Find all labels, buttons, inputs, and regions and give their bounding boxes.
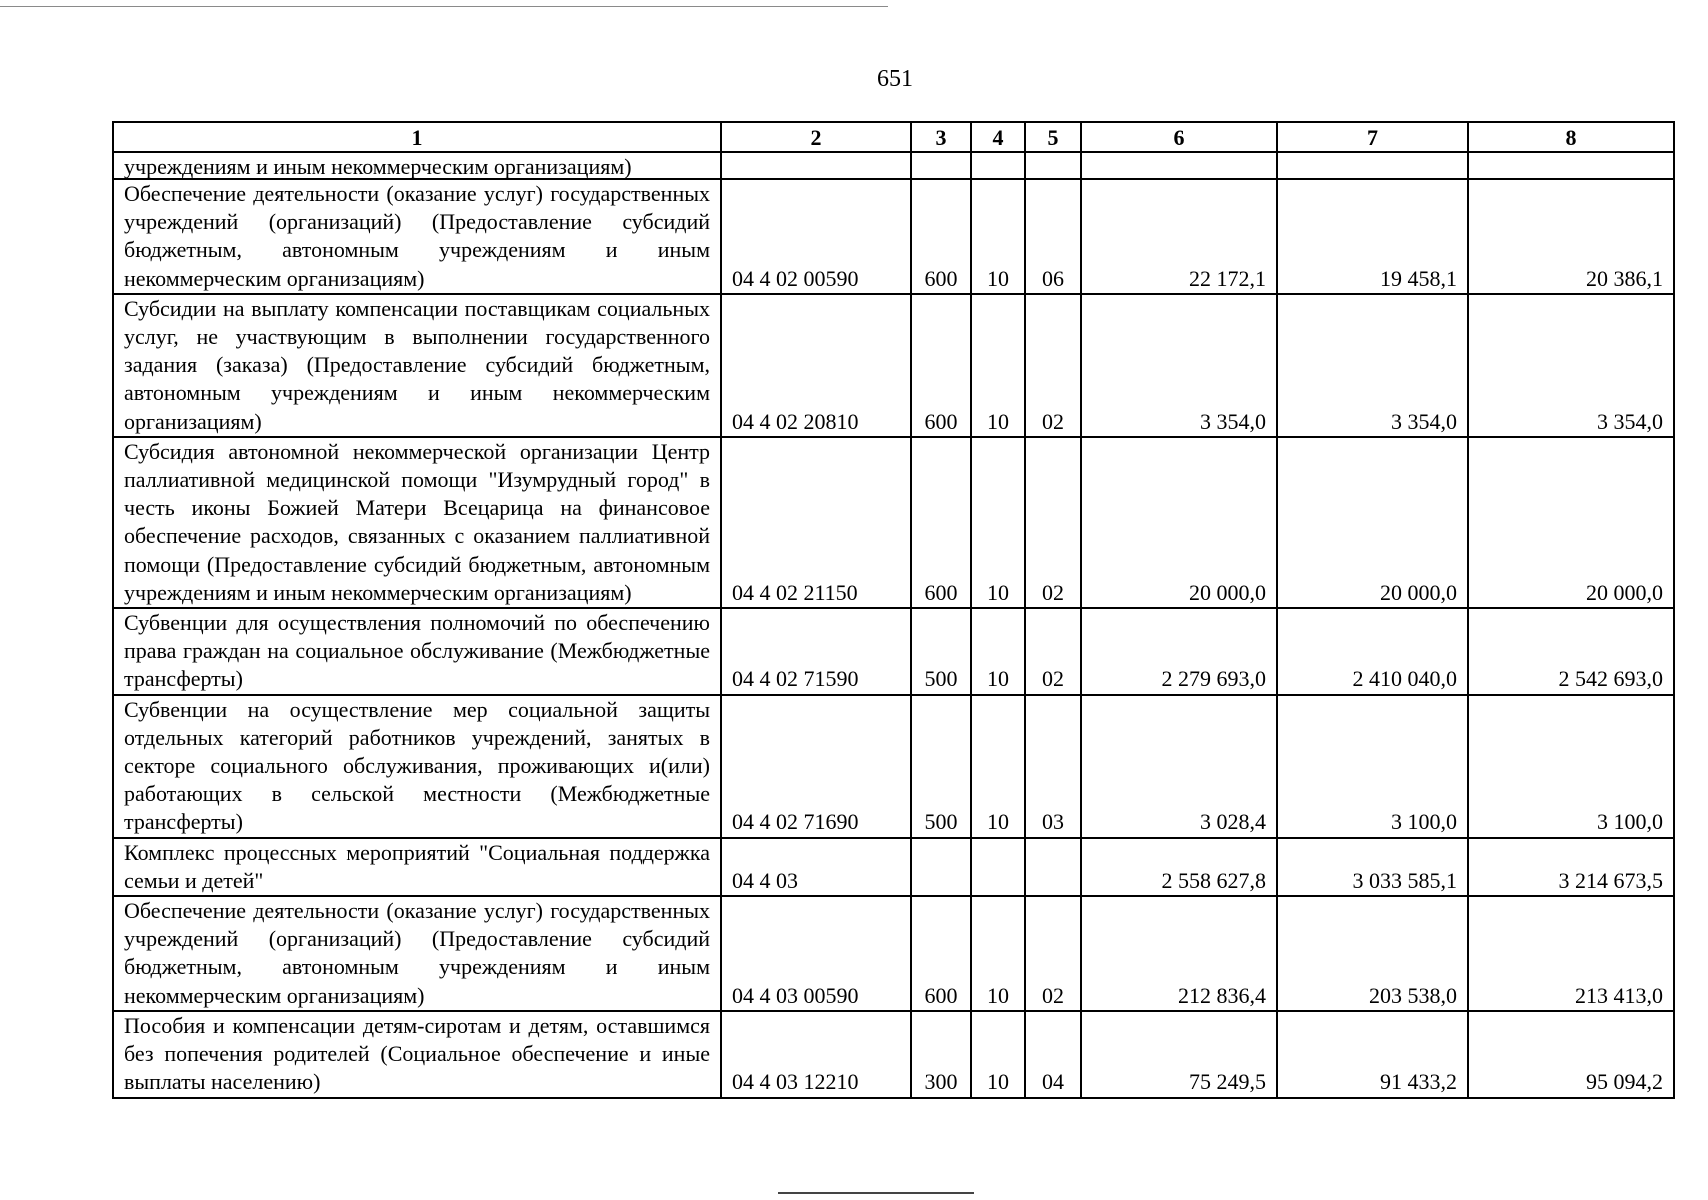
row-year-3: 213 413,0: [1468, 896, 1674, 1011]
row-year-3: 3 354,0: [1468, 294, 1674, 437]
table-row: [113, 179, 1674, 294]
row-year-1: 22 172,1: [1081, 179, 1277, 294]
row-vr: [911, 838, 971, 896]
row-pr: 02: [1025, 294, 1081, 437]
row-name: Субсидии на выплату компенсации поставщикам социальных услуг, не участвующим в выполнении государственного задания (заказа) (Предоставление субсидий бюджетным, автономным учреждениям и иным некоммерческим организациям): [113, 294, 721, 437]
row-vr: 600: [911, 896, 971, 1011]
row-pr: 04: [1025, 1011, 1081, 1098]
row-vr: [911, 152, 971, 179]
row-year-2: 3 354,0: [1277, 294, 1468, 437]
row-vr: 600: [911, 294, 971, 437]
budget-table: [112, 121, 1675, 1099]
row-year-1: [1081, 152, 1277, 179]
row-year-2: 203 538,0: [1277, 896, 1468, 1011]
row-name: учреждениям и иным некоммерческим организациям): [113, 152, 721, 179]
row-year-2: 20 000,0: [1277, 437, 1468, 608]
row-rz: [971, 838, 1025, 896]
row-vr: 600: [911, 437, 971, 608]
row-pr: 02: [1025, 608, 1081, 695]
table-row: [113, 437, 1674, 608]
row-year-3: 3 100,0: [1468, 695, 1674, 838]
row-code: 04 4 03 12210: [721, 1011, 911, 1098]
header-col-6: 6: [1081, 122, 1277, 152]
row-year-3: 3 214 673,5: [1468, 838, 1674, 896]
top-rule: [0, 6, 888, 7]
row-code: 04 4 02 71590: [721, 608, 911, 695]
table-row: [113, 294, 1674, 437]
row-name: Обеспечение деятельности (оказание услуг) государственных учреждений (организаций) (Предоставление субсидий бюджетным, автономным учреждениям и иным некоммерческим организациям): [113, 179, 721, 294]
row-code: 04 4 03 00590: [721, 896, 911, 1011]
row-year-3: [1468, 152, 1674, 179]
page-number: 651: [877, 66, 913, 92]
row-year-3: 2 542 693,0: [1468, 608, 1674, 695]
row-code: [721, 152, 911, 179]
row-code: 04 4 02 00590: [721, 179, 911, 294]
header-col-2: 2: [721, 122, 911, 152]
row-name: Субвенции для осуществления полномочий по обеспечению права граждан на социальное обслуживание (Межбюджетные трансферты): [113, 608, 721, 695]
table-row: [113, 152, 1674, 179]
row-year-1: 3 354,0: [1081, 294, 1277, 437]
row-vr: 300: [911, 1011, 971, 1098]
row-year-3: 20 386,1: [1468, 179, 1674, 294]
header-col-5: 5: [1025, 122, 1081, 152]
row-year-1: 20 000,0: [1081, 437, 1277, 608]
table-row: [113, 896, 1674, 1011]
table-row: [113, 695, 1674, 838]
header-col-4: 4: [971, 122, 1025, 152]
row-vr: 500: [911, 608, 971, 695]
row-rz: 10: [971, 294, 1025, 437]
row-year-3: 20 000,0: [1468, 437, 1674, 608]
row-year-1: 75 249,5: [1081, 1011, 1277, 1098]
row-year-2: 91 433,2: [1277, 1011, 1468, 1098]
table-row: [113, 608, 1674, 695]
row-name: Субсидия автономной некоммерческой организации Центр паллиативной медицинской помощи "Изумрудный город" в честь иконы Божией Матери Всецарица на финансовое обеспечение расходов, связанных с оказанием паллиативной помощи (Предоставление субсидий бюджетным, автономным учреждениям и иным некоммерческим организациям): [113, 437, 721, 608]
header-row: [113, 122, 1674, 152]
row-code: 04 4 02 21150: [721, 437, 911, 608]
row-name: Обеспечение деятельности (оказание услуг) государственных учреждений (организаций) (Предоставление субсидий бюджетным, автономным учреждениям и иным некоммерческим организациям): [113, 896, 721, 1011]
row-pr: [1025, 152, 1081, 179]
table-row: [113, 838, 1674, 896]
row-rz: 10: [971, 896, 1025, 1011]
row-year-2: 3 100,0: [1277, 695, 1468, 838]
row-pr: [1025, 838, 1081, 896]
row-year-1: 2 558 627,8: [1081, 838, 1277, 896]
row-year-2: [1277, 152, 1468, 179]
row-name: Пособия и компенсации детям-сиротам и детям, оставшимся без попечения родителей (Социальное обеспечение и иные выплаты населению): [113, 1011, 721, 1098]
row-vr: 500: [911, 695, 971, 838]
row-name: Субвенции на осуществление мер социальной защиты отдельных категорий работников учреждений, занятых в секторе социального обслуживания, проживающих и(или) работающих в сельской местности (Межбюджетные трансферты): [113, 695, 721, 838]
row-code: 04 4 03: [721, 838, 911, 896]
row-code: 04 4 02 71690: [721, 695, 911, 838]
row-pr: 03: [1025, 695, 1081, 838]
header-col-3: 3: [911, 122, 971, 152]
row-year-2: 2 410 040,0: [1277, 608, 1468, 695]
row-year-1: 212 836,4: [1081, 896, 1277, 1011]
row-year-1: 2 279 693,0: [1081, 608, 1277, 695]
row-rz: 10: [971, 608, 1025, 695]
row-rz: 10: [971, 1011, 1025, 1098]
row-vr: 600: [911, 179, 971, 294]
table-row: [113, 1011, 1674, 1098]
header-col-7: 7: [1277, 122, 1468, 152]
header-col-8: 8: [1468, 122, 1674, 152]
row-pr: 02: [1025, 896, 1081, 1011]
row-year-1: 3 028,4: [1081, 695, 1277, 838]
row-rz: 10: [971, 695, 1025, 838]
row-pr: 06: [1025, 179, 1081, 294]
bottom-rule: [778, 1192, 974, 1194]
row-pr: 02: [1025, 437, 1081, 608]
row-year-3: 95 094,2: [1468, 1011, 1674, 1098]
row-rz: 10: [971, 437, 1025, 608]
row-year-2: 3 033 585,1: [1277, 838, 1468, 896]
row-code: 04 4 02 20810: [721, 294, 911, 437]
header-col-1: 1: [113, 122, 721, 152]
row-rz: [971, 152, 1025, 179]
row-name: Комплекс процессных мероприятий "Социальная поддержка семьи и детей": [113, 838, 721, 896]
row-rz: 10: [971, 179, 1025, 294]
row-year-2: 19 458,1: [1277, 179, 1468, 294]
